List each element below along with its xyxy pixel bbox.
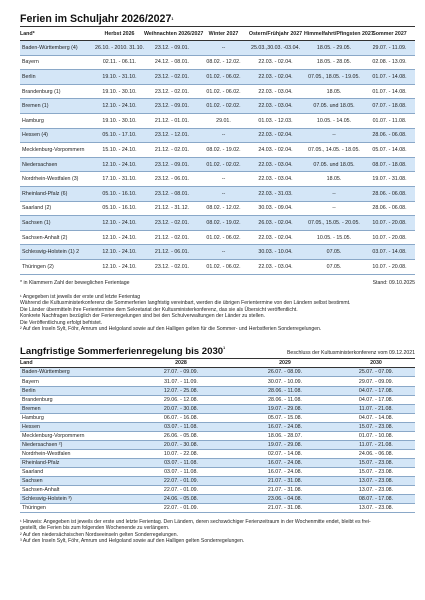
date-cell: 28.06. - 06.08.	[364, 186, 415, 201]
state-cell: Niedersachsen ²)	[20, 440, 129, 449]
date-cell: 30.07. - 10.09.	[233, 377, 337, 386]
date-cell: 19.07. - 29.08.	[233, 440, 337, 449]
table-row	[20, 413, 415, 422]
date-cell: 21.07. - 31.08.	[233, 486, 337, 495]
date-cell: 22.03. - 31.03.	[247, 186, 304, 201]
footnote: ² Auf den Inseln Sylt, Föhr, Amrum und Helgoland sowie auf den Halligen gelten für die Sommer- und Herbstferien Sonderregelungen.	[20, 326, 322, 333]
table-row	[20, 230, 415, 245]
date-cell: 28.06. - 06.08.	[364, 128, 415, 143]
date-cell: 24.12. - 08.01.	[144, 55, 200, 70]
date-cell: 18.05. - 29.05.	[304, 41, 364, 56]
table-row	[20, 467, 415, 476]
table-row	[20, 172, 415, 187]
date-cell: 21.12. - 06.01.	[144, 245, 200, 260]
table-row	[20, 143, 415, 158]
table-row	[20, 386, 415, 395]
date-cell: 22.03. - 02.04.	[247, 230, 304, 245]
table-row	[20, 128, 415, 143]
date-cell: 15.07. - 23.08.	[337, 422, 415, 431]
state-cell: Berlin	[20, 386, 129, 395]
date-cell: 27.07. - 09.09.	[129, 368, 233, 377]
column-header: 2028	[129, 359, 233, 368]
date-cell: 21.12. - 01.01.	[144, 113, 200, 128]
date-cell: 19.10. - 30.10.	[95, 113, 144, 128]
stand-date: Stand: 09.10.2025	[372, 279, 415, 286]
table-row	[20, 477, 415, 486]
date-cell: 07.05., 15.05. - 20.05.	[304, 216, 364, 231]
footnote: gestellt, die Ferien bis zum folgenden Wochenende zu verlängern.	[20, 525, 170, 532]
date-cell: 21.07. - 31.08.	[233, 477, 337, 486]
date-cell: 26.10. - 2010. 31.10.	[95, 41, 144, 56]
date-cell: 22.03. - 03.04.	[247, 99, 304, 114]
date-cell: 08.07. - 18.08.	[364, 157, 415, 172]
date-cell: 29.07. - 09.09.	[337, 377, 415, 386]
column-header: Sommer 2027	[364, 27, 415, 41]
date-cell: 01.07. - 14.08.	[364, 84, 415, 99]
date-cell: 16.07. - 24.08.	[233, 458, 337, 467]
date-cell: 28.06. - 06.08.	[364, 201, 415, 216]
date-cell: 07.05., 14.05. - 18.05.	[304, 143, 364, 158]
section-title: Langfristige Sommerferienregelung bis 2030$^1$	[20, 346, 226, 358]
table-row	[20, 216, 415, 231]
table-note: * in Klammern Zahl der beweglichen Ferientage	[20, 279, 130, 286]
summer-holidays-table	[20, 358, 415, 513]
date-cell: 23.12. - 09.01.	[144, 41, 200, 56]
date-cell: 22.07. - 01.09.	[129, 504, 233, 513]
date-cell: 01.07. - 10.08.	[337, 431, 415, 440]
table-row	[20, 504, 415, 513]
table-row	[20, 259, 415, 274]
date-cell: 05.07. - 14.08.	[364, 143, 415, 158]
date-cell: 12.07. - 25.08.	[129, 386, 233, 395]
state-cell: Schleswig-Holstein ³)	[20, 495, 129, 504]
table-row	[20, 440, 415, 449]
state-cell: Saarland	[20, 467, 129, 476]
state-cell: Hessen (4)	[20, 128, 95, 143]
date-cell: 10.05. - 15.05.	[304, 230, 364, 245]
state-cell: Schleswig-Holstein (1) 2	[20, 245, 95, 260]
footnote: Die Veröffentlichung erfolgt befristet.	[20, 319, 103, 326]
table-row	[20, 495, 415, 504]
state-cell: Nordrhein-Westfalen (3)	[20, 172, 95, 187]
date-cell: 10.07. - 20.08.	[364, 216, 415, 231]
state-cell: Thüringen (2)	[20, 259, 95, 274]
column-header: Himmelfahrt/Pfingsten 2027	[304, 27, 364, 41]
date-cell: 18.05. - 28.05.	[304, 55, 364, 70]
date-cell: 07.05.	[304, 259, 364, 274]
footnotes-2	[20, 519, 415, 544]
school-holidays-table	[20, 26, 415, 275]
date-cell: 04.07. - 17.08.	[337, 395, 415, 404]
date-cell: 08.02. - 12.02.	[200, 201, 247, 216]
state-cell: Mecklenburg-Vorpommern	[20, 143, 95, 158]
state-cell: Brandenburg (1)	[20, 84, 95, 99]
state-cell: Bremen	[20, 404, 129, 413]
state-cell: Rheinland-Pfalz	[20, 458, 129, 467]
column-header: Weihnachten 2026/2027	[144, 27, 200, 41]
date-cell: 23.12. - 09.01.	[144, 157, 200, 172]
state-cell: Baden-Württemberg (4)	[20, 41, 95, 56]
date-cell: 19.07. - 29.08.	[233, 404, 337, 413]
date-cell: 20.07. - 30.08.	[129, 440, 233, 449]
date-cell: 16.07. - 24.08.	[233, 467, 337, 476]
date-cell: 03.07. - 11.08.	[129, 422, 233, 431]
date-cell: 24.06. - 05.08.	[129, 495, 233, 504]
state-cell: Hessen	[20, 422, 129, 431]
date-cell: 12.10. - 24.10.	[95, 216, 144, 231]
date-cell: 18.05.	[304, 172, 364, 187]
date-cell: 25.07. - 07.09.	[337, 368, 415, 377]
date-cell: 10.05. - 14.05.	[304, 113, 364, 128]
date-cell: 08.02. - 19.02.	[200, 143, 247, 158]
state-cell: Sachsen-Anhalt (2)	[20, 230, 95, 245]
date-cell: 28.06. - 11.08.	[233, 395, 337, 404]
state-cell: Baden-Württemberg	[20, 368, 129, 377]
column-header: Ostern/Frühjahr 2027	[247, 27, 304, 41]
state-cell: Mecklenburg-Vorpommern	[20, 431, 129, 440]
date-cell: 30.03. - 10.04.	[247, 245, 304, 260]
date-cell: 23.12. - 02.01.	[144, 70, 200, 85]
date-cell: 22.03. - 03.04.	[247, 259, 304, 274]
column-header: Herbst 2026	[95, 27, 144, 41]
date-cell: 22.03. - 03.04.	[247, 157, 304, 172]
state-cell: Sachsen (1)	[20, 216, 95, 231]
state-cell: Sachsen-Anhalt	[20, 486, 129, 495]
column-header: Land*	[20, 27, 95, 41]
date-cell: 26.03. - 02.04.	[247, 216, 304, 231]
table-row	[20, 486, 415, 495]
date-cell: 10.07. - 22.08.	[129, 449, 233, 458]
date-cell: 29.06. - 12.08.	[129, 395, 233, 404]
state-cell: Brandenburg	[20, 395, 129, 404]
date-cell: 23.12. - 02.01.	[144, 259, 200, 274]
footnote: ³ Auf den Inseln Sylt, Föhr, Amrum und Helgoland sowie auf den Halligen gelten Sonderregelungen.	[20, 537, 245, 544]
date-cell: --	[304, 186, 364, 201]
date-cell: 13.07. - 23.08.	[337, 504, 415, 513]
date-cell: 11.07. - 21.08.	[337, 440, 415, 449]
date-cell: 24.06. - 06.08.	[337, 449, 415, 458]
date-cell: 29.07. - 11.09.	[364, 41, 415, 56]
date-cell: 05.07. - 15.08.	[233, 413, 337, 422]
date-cell: 23.06. - 04.08.	[233, 495, 337, 504]
date-cell: 25.03.,30.03. -03.04.	[247, 41, 304, 56]
date-cell: 05.10. - 16.10.	[95, 186, 144, 201]
date-cell: 21.12. - 31.12.	[144, 201, 200, 216]
table-row	[20, 377, 415, 386]
footnote: Die Länder übermitteln ihre Ferientermine dem Sekretariat der Kultusministerkonferenz, das sie als Übersicht veröffentlicht.	[20, 306, 298, 313]
date-cell: 22.03. - 02.04.	[247, 55, 304, 70]
date-cell: 23.12. - 06.01.	[144, 172, 200, 187]
table-row	[20, 70, 415, 85]
date-cell: 23.12. - 02.01.	[144, 216, 200, 231]
date-cell: 08.02. - 12.02.	[200, 55, 247, 70]
date-cell: 01.02. - 06.02.	[200, 84, 247, 99]
date-cell: 12.10. - 24.10.	[95, 99, 144, 114]
date-cell: 07.05. und 18.05.	[304, 157, 364, 172]
date-cell: 22.03. - 03.04.	[247, 84, 304, 99]
date-cell: 01.07. - 11.08.	[364, 113, 415, 128]
date-cell: 01.02. - 06.02.	[200, 70, 247, 85]
date-cell: 08.07. - 17.08.	[337, 495, 415, 504]
column-header: Land	[20, 359, 129, 368]
state-cell: Rheinland-Pfalz (6)	[20, 186, 95, 201]
date-cell: --	[200, 245, 247, 260]
date-cell: 07.05., 18.05. - 19.05.	[304, 70, 364, 85]
footnote: Während die Kultusministerkonferenz die Sommerferien langfristig vereinbart, werden die übrigen Ferientermine von den Ländern selbst bestimmt.	[20, 300, 351, 307]
date-cell: 05.10. - 16.10.	[95, 201, 144, 216]
table-row	[20, 368, 415, 377]
date-cell: 23.12. - 09.01.	[144, 99, 200, 114]
footnote: ¹ Angegeben ist jeweils der erste und letzte Ferientag	[20, 294, 141, 300]
column-header: 2029	[233, 359, 337, 368]
state-cell: Hamburg	[20, 413, 129, 422]
date-cell: 15.07. - 23.08.	[337, 458, 415, 467]
date-cell: 02.07. - 14.08.	[233, 449, 337, 458]
date-cell: 04.07. - 14.08.	[337, 413, 415, 422]
state-cell: Niedersachsen	[20, 157, 95, 172]
state-cell: Bremen (1)	[20, 99, 95, 114]
table-row	[20, 113, 415, 128]
date-cell: 01.02. - 06.02.	[200, 230, 247, 245]
date-cell: 07.05.	[304, 245, 364, 260]
date-cell: 06.07. - 16.08.	[129, 413, 233, 422]
date-cell: 03.07. - 11.08.	[129, 467, 233, 476]
date-cell: 22.03. - 03.04.	[247, 172, 304, 187]
date-cell: 07.07. - 18.08.	[364, 99, 415, 114]
state-cell: Hamburg	[20, 113, 95, 128]
date-cell: --	[200, 128, 247, 143]
date-cell: --	[304, 128, 364, 143]
date-cell: 22.03. - 02.04.	[247, 128, 304, 143]
date-cell: 04.07. - 17.08.	[337, 386, 415, 395]
footnotes	[20, 294, 415, 332]
date-cell: 20.07. - 30.08.	[129, 404, 233, 413]
table-row	[20, 422, 415, 431]
state-cell: Saarland (2)	[20, 201, 95, 216]
date-cell: 23.12. - 12.01.	[144, 128, 200, 143]
date-cell: 21.07. - 31.08.	[233, 504, 337, 513]
date-cell: 22.07. - 01.09.	[129, 477, 233, 486]
date-cell: --	[200, 172, 247, 187]
date-cell: --	[200, 186, 247, 201]
footnote: Konkrete Nachfragen bezüglich der Ferienregelungen sind bei den Schulverwaltungen der Länder zu stellen.	[20, 313, 265, 320]
date-cell: --	[304, 201, 364, 216]
state-cell: Sachsen	[20, 477, 129, 486]
date-cell: 24.03. - 02.04.	[247, 143, 304, 158]
date-cell: 01.03. - 12.03.	[247, 113, 304, 128]
page-title: Ferien im Schuljahr 2026/2027$^1$	[20, 13, 174, 25]
date-cell: 22.03. - 02.04.	[247, 70, 304, 85]
date-cell: 13.07. - 23.08.	[337, 477, 415, 486]
date-cell: 31.07. - 11.09.	[129, 377, 233, 386]
date-cell: 15.07. - 23.08.	[337, 467, 415, 476]
date-cell: 18.06. - 28.07.	[233, 431, 337, 440]
date-cell: 21.12. - 02.01.	[144, 230, 200, 245]
date-cell: 15.10. - 24.10.	[95, 143, 144, 158]
date-cell: 08.02. - 19.02.	[200, 216, 247, 231]
table-row	[20, 458, 415, 467]
state-cell: Nordrhein-Westfalen	[20, 449, 129, 458]
date-cell: 12.10. - 24.10.	[95, 259, 144, 274]
date-cell: 02.11. - 06.11.	[95, 55, 144, 70]
table-row	[20, 201, 415, 216]
date-cell: 26.06. - 05.08.	[129, 431, 233, 440]
state-cell: Thüringen	[20, 504, 129, 513]
column-header: 2030	[337, 359, 415, 368]
table-row	[20, 449, 415, 458]
table-row	[20, 395, 415, 404]
date-cell: 02.08. - 13.09.	[364, 55, 415, 70]
date-cell: 16.07. - 24.08.	[233, 422, 337, 431]
date-cell: 28.06. - 11.08.	[233, 386, 337, 395]
table-row	[20, 55, 415, 70]
state-cell: Berlin	[20, 70, 95, 85]
date-cell: 01.02. - 02.02.	[200, 99, 247, 114]
date-cell: 01.02. - 06.02.	[200, 259, 247, 274]
date-cell: 05.10. - 17.10.	[95, 128, 144, 143]
date-cell: 19.07. - 31.08.	[364, 172, 415, 187]
state-cell: Bayern	[20, 377, 129, 386]
table-row	[20, 157, 415, 172]
date-cell: 17.10. - 31.10.	[95, 172, 144, 187]
table-row	[20, 404, 415, 413]
date-cell: 18.05.	[304, 84, 364, 99]
column-header: Winter 2027	[200, 27, 247, 41]
date-cell: 26.07. - 08.09.	[233, 368, 337, 377]
date-cell: 29.01.	[200, 113, 247, 128]
date-cell: 12.10. - 24.10.	[95, 230, 144, 245]
table-row	[20, 84, 415, 99]
date-cell: 10.07. - 20.08.	[364, 230, 415, 245]
table-row	[20, 245, 415, 260]
date-cell: 03.07. - 11.08.	[129, 458, 233, 467]
date-cell: 30.03. - 09.04.	[247, 201, 304, 216]
footnote: ¹ Hinweis: Angegeben ist jeweils der erste und letzte Ferientag. Den Ländern, deren sechswöchiger Ferienzeitraum in der Wochenmitte endet, bleibt es frei-	[20, 519, 371, 526]
table-row	[20, 186, 415, 201]
date-cell: 01.02. - 02.02.	[200, 157, 247, 172]
date-cell: 19.10. - 31.10.	[95, 70, 144, 85]
date-cell: 23.12. - 02.01.	[144, 84, 200, 99]
footnote: ² Auf den niedersächsischen Nordseeinseln gelten Sonderregelungen.	[20, 531, 179, 538]
date-cell: 07.05. und 18.05.	[304, 99, 364, 114]
date-cell: 12.10. - 24.10.	[95, 157, 144, 172]
date-cell: 11.07. - 21.08.	[337, 404, 415, 413]
source-note: Beschluss der Kultusministerkonferenz vom 09.12.2021	[286, 350, 415, 357]
table-row	[20, 41, 415, 56]
date-cell: 13.07. - 23.08.	[337, 486, 415, 495]
date-cell: 01.07. - 14.08.	[364, 70, 415, 85]
date-cell: 21.12. - 02.01.	[144, 143, 200, 158]
date-cell: --	[200, 41, 247, 56]
date-cell: 12.10. - 24.10.	[95, 245, 144, 260]
date-cell: 23.12. - 08.01.	[144, 186, 200, 201]
date-cell: 10.07. - 20.08.	[364, 259, 415, 274]
table-row	[20, 99, 415, 114]
table-row	[20, 431, 415, 440]
state-cell: Bayern	[20, 55, 95, 70]
date-cell: 22.07. - 01.09.	[129, 486, 233, 495]
date-cell: 19.10. - 30.10.	[95, 84, 144, 99]
date-cell: 03.07. - 14.08.	[364, 245, 415, 260]
